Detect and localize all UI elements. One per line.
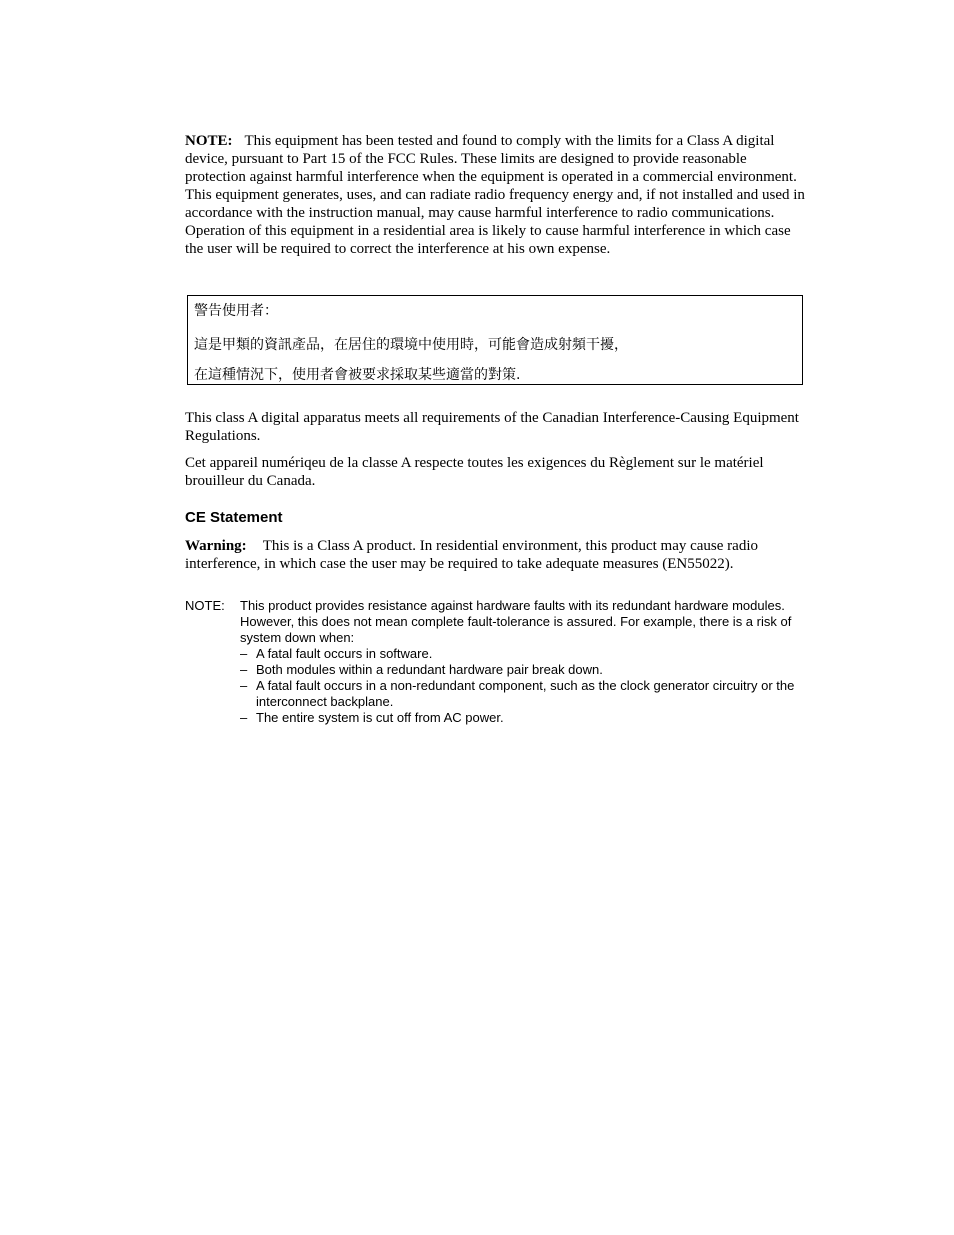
redundancy-note-intro: This product provides resistance against hardware faults with its redundant hardware modules. However, this does not mean complete fault-tolerance is assured. For example, there is a risk of system down when: <box>240 598 792 645</box>
redundancy-note <box>185 598 805 726</box>
fcc-note-label: NOTE: <box>185 133 233 149</box>
dash-bullet: – <box>240 678 248 693</box>
list-item: – The entire system is cut off from AC power. <box>240 710 504 725</box>
redundancy-note-label: NOTE: <box>185 598 225 613</box>
chinese-warning-line-2: 這是甲類的資訊產品，在居住的環境中使用時，可能會造成射頻干擾， <box>194 337 628 353</box>
fault-list <box>240 646 805 726</box>
canada-english-text: This class A digital apparatus meets all requirements of the Canadian Interference-Causing Equipment Regulations. <box>185 410 799 444</box>
ce-warning-paragraph <box>185 537 805 573</box>
canada-statement <box>185 409 805 490</box>
list-item: – A fatal fault occurs in a non-redundant component, such as the clock generator circuitry or the interconnect backplane. <box>240 678 795 709</box>
chinese-warning-box <box>187 295 803 385</box>
ce-statement-heading: CE Statement <box>185 509 283 526</box>
fcc-note-paragraph <box>185 132 805 258</box>
dash-bullet: – <box>240 710 248 725</box>
ce-warning-text: This is a Class A product. In residential environment, this product may cause radio interference, in which case the user may be required to take adequate measures (EN55022). <box>185 538 759 572</box>
dash-bullet: – <box>240 646 248 661</box>
dash-bullet: – <box>240 662 248 677</box>
list-item: – A fatal fault occurs in software. <box>240 646 433 661</box>
list-item: – Both modules within a redundant hardware pair break down. <box>240 662 603 677</box>
document-page <box>185 132 805 726</box>
chinese-warning-line-1: 警告使用者： <box>194 303 278 319</box>
canada-french-text: Cet appareil numériqeu de la classe A respecte toutes les exigences du Règlement sur le matériel brouilleur du Canada. <box>185 455 764 489</box>
ce-warning-label: Warning: <box>185 538 247 554</box>
fcc-note-text: This equipment has been tested and found to comply with the limits for a Class A digital device, pursuant to Part 15 of the FCC Rules. These limits are designed to provide reasonable protection against harmful interference when the equipment is operated in a commercial environment. This equipment generates, uses, and can radiate radio frequency energy and, if not installed and used in accordance with the instruction manual, may cause harmful interference to radio communications. Operation of this equipment in a residential area is likely to cause harmful interference in which case the user will be required to correct the interference at his own expense. <box>185 133 805 257</box>
chinese-warning-line-3: 在這種情況下，使用者會被要求採取某些適當的對策. <box>194 367 521 383</box>
